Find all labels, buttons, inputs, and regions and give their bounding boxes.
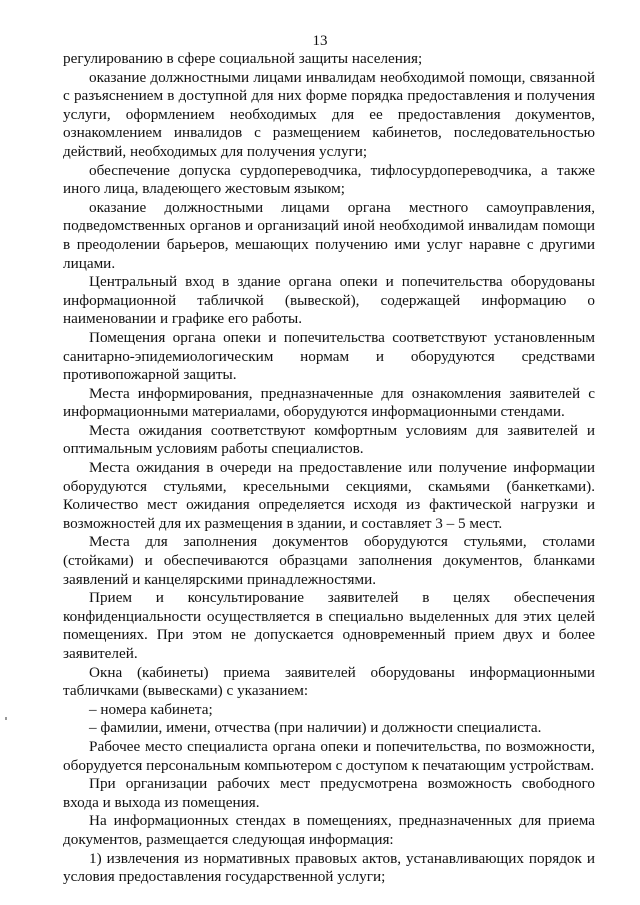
- page-number: 13: [312, 33, 328, 49]
- paragraph-waiting-queue: Места ожидания в очереди на предоставление или получение информации оборудуются стульями, кресельными секциями, скамьями (банкетками). Количество мест ожидания определяется исходя из фактической нагрузки и возможностей для их размещения в здании, и составляет 3 – 5 мест.: [63, 459, 595, 532]
- paragraph-premises: Помещения органа опеки и попечительства соответствуют установленным санитарно-эпидемиологическим нормам и оборудуются средствами противопожарной защиты.: [63, 328, 595, 384]
- paragraph-windows: Окна (кабинеты) приема заявителей оборудованы информационными табличками (вывесками) с указанием:: [63, 663, 595, 700]
- paragraph-reception: Прием и консультирование заявителей в целях обеспечения конфиденциальности осуществляется в специально выделенных для этих целей помещениях. При этом не допускается одновременный прием двух и более заявителей.: [63, 589, 595, 662]
- paragraph-info-stands: На информационных стендах в помещениях, предназначенных для приема документов, размещается следующая информация:: [63, 812, 595, 848]
- paragraph-central-entrance: Центральный вход в здание органа опеки и попечительства оборудованы информационной табличкой (вывеской), содержащей информацию о наименовании и графике его работы.: [63, 273, 595, 328]
- paragraph-information-places: Места информирования, предназначенные для ознакомления заявителей с информационными материалами, оборудуются информационными стендами.: [63, 384, 595, 421]
- paragraph-workplace: Рабочее место специалиста органа опеки и попечительства, по возможности, оборудуется персональным компьютером с доступом к печатающим устройствам.: [63, 737, 595, 774]
- paragraph-sign-language: обеспечение допуска сурдопереводчика, тифлосурдопереводчика, а также иного лица, владеющего жестовым языком;: [63, 161, 595, 198]
- paragraph-free-access: При организации рабочих мест предусмотрена возможность свободного входа и выхода из помещения.: [63, 775, 595, 811]
- paragraph-barriers: оказание должностными лицами органа местного самоуправления, подведомственных органов и организаций иной необходимой инвалидам помощи в преодолении барьеров, мешающих получению ими услуг наравне с другими лицами.: [63, 198, 595, 272]
- paragraph-continuation: регулированию в сфере социальной защиты населения;: [63, 50, 423, 67]
- list-item-room-number: – номера кабинета;: [89, 700, 213, 718]
- list-item-extracts: 1) извлечения из нормативных правовых актов, устанавливающих порядок и условия предоставления государственной услуги;: [63, 849, 595, 886]
- scan-edge-mark: [5, 717, 7, 720]
- paragraph-waiting-comfort: Места ожидания соответствуют комфортным условиям для заявителей и оптимальным условиям работы специалистов.: [63, 421, 595, 458]
- list-item-specialist: – фамилии, имени, отчества (при наличии) и должности специалиста.: [89, 719, 542, 737]
- paragraph-assistance: оказание должностными лицами инвалидам необходимой помощи, связанной с разъяснением в доступной для них форме порядка предоставления и получения услуги, оформлением необходимых для ее предоставления документов, ознакомлением инвалидов с размещением кабинетов, последовательностью действий, необходимых для получения услуги;: [63, 68, 595, 160]
- document-body: [63, 50, 595, 887]
- paragraph-filling-places: Места для заполнения документов оборудуются стульями, столами (стойками) и обеспечиваются образцами заполнения документов, бланками заявлений и канцелярскими принадлежностями.: [63, 533, 595, 588]
